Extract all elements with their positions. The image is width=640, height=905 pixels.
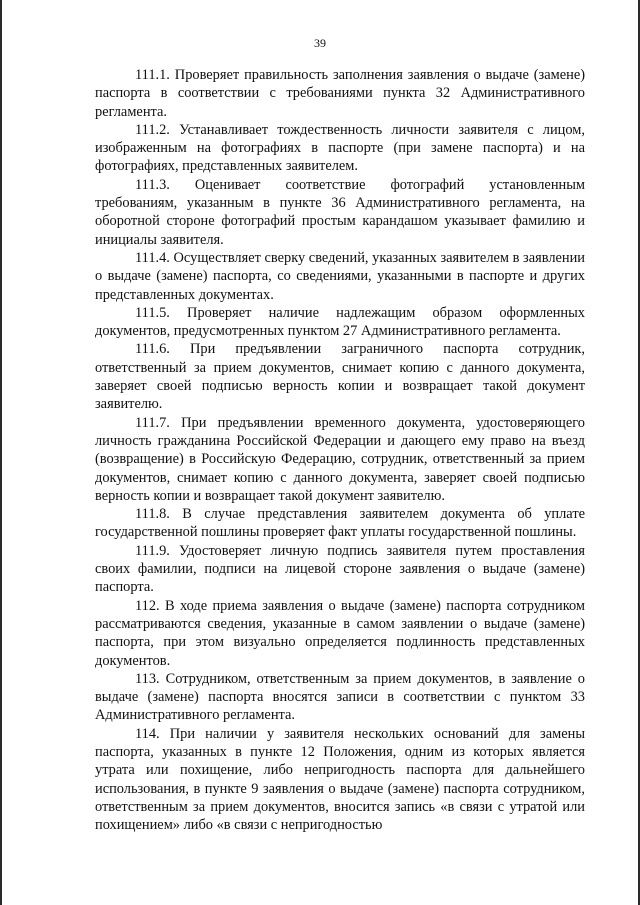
paragraph-111-8: 111.8. В случае представления заявителем документа об уплате государственной пошлины проверяет факт уплаты государственной пошлины. bbox=[95, 506, 585, 541]
paragraph-111-5: 111.5. Проверяет наличие надлежащим образом оформленных документов, предусмотренных пунктом 27 Административного регламента. bbox=[95, 304, 585, 340]
paragraph-111-9: 111.9. Удостоверяет личную подпись заявителя путем проставления своих фамилии, подписи на лицевой стороне заявления о выдаче (замене) паспорта. bbox=[95, 542, 585, 596]
paragraph-112: 112. В ходе приема заявления о выдаче (замене) паспорта сотрудником рассматриваются сведения, указанные в самом заявлении о выдаче (замене) паспорта, при этом визуально определяется подлинность представленных документов. bbox=[95, 597, 585, 669]
paragraph-111-4: 111.4. Осуществляет сверку сведений, указанных заявителем в заявлении о выдаче (замене) паспорта, со сведениями, указанными в паспорте и других представленных документах. bbox=[95, 249, 585, 303]
paragraph-111-2: 111.2. Устанавливает тождественность личности заявителя с лицом, изображенным на фотографиях в паспорте (при замене паспорта) и на фотографиях, представленных заявителем. bbox=[95, 121, 585, 175]
paragraph-111-6: 111.6. При предъявлении заграничного паспорта сотрудник, ответственный за прием документов, снимает копию с данного документа, заверяет своей подписью верность копии и возвращает такой документ заявителю. bbox=[95, 341, 585, 413]
paragraph-111-1: 111.1. Проверяет правильность заполнения заявления о выдаче (замене) паспорта в соответствии с требованиями пункта 32 Административного регламента. bbox=[95, 67, 585, 120]
page-number: 39 bbox=[314, 36, 326, 50]
paragraph-111-3: 111.3. Оценивает соответствие фотографий установленным требованиям, указанным в пункте 36 Административного регламента, на оборотной стороне фотографий простым карандашом указывает фамилию и инициалы заявителя. bbox=[95, 176, 585, 248]
paragraph-111-7: 111.7. При предъявлении временного документа, удостоверяющего личность гражданина Российской Федерации и дающего ему право на въезд (возвращение) в Российскую Федерацию, сотрудник, ответственный за прием документов, снимает копию с данного документа, заверяет своей подписью верность копии и возвращает такой документ заявителю. bbox=[95, 414, 585, 504]
paragraph-113: 113. Сотрудником, ответственным за прием документов, в заявление о выдаче (замене) паспорта вносятся записи в соответствии с пунктом 33 Административного регламента. bbox=[95, 670, 585, 724]
paragraph-114: 114. При наличии у заявителя нескольких оснований для замены паспорта, указанных в пункте 12 Положения, одним из которых является утрата или похищение, либо непригодность паспорта для дальнейшего использования, в пункте 9 заявления о выдаче (замене) паспорта сотрудником, ответственным за прием документов, вносится запись «в связи с утратой или похищением» либо «в связи с непригодностью bbox=[95, 725, 585, 834]
document-body bbox=[95, 66, 585, 834]
